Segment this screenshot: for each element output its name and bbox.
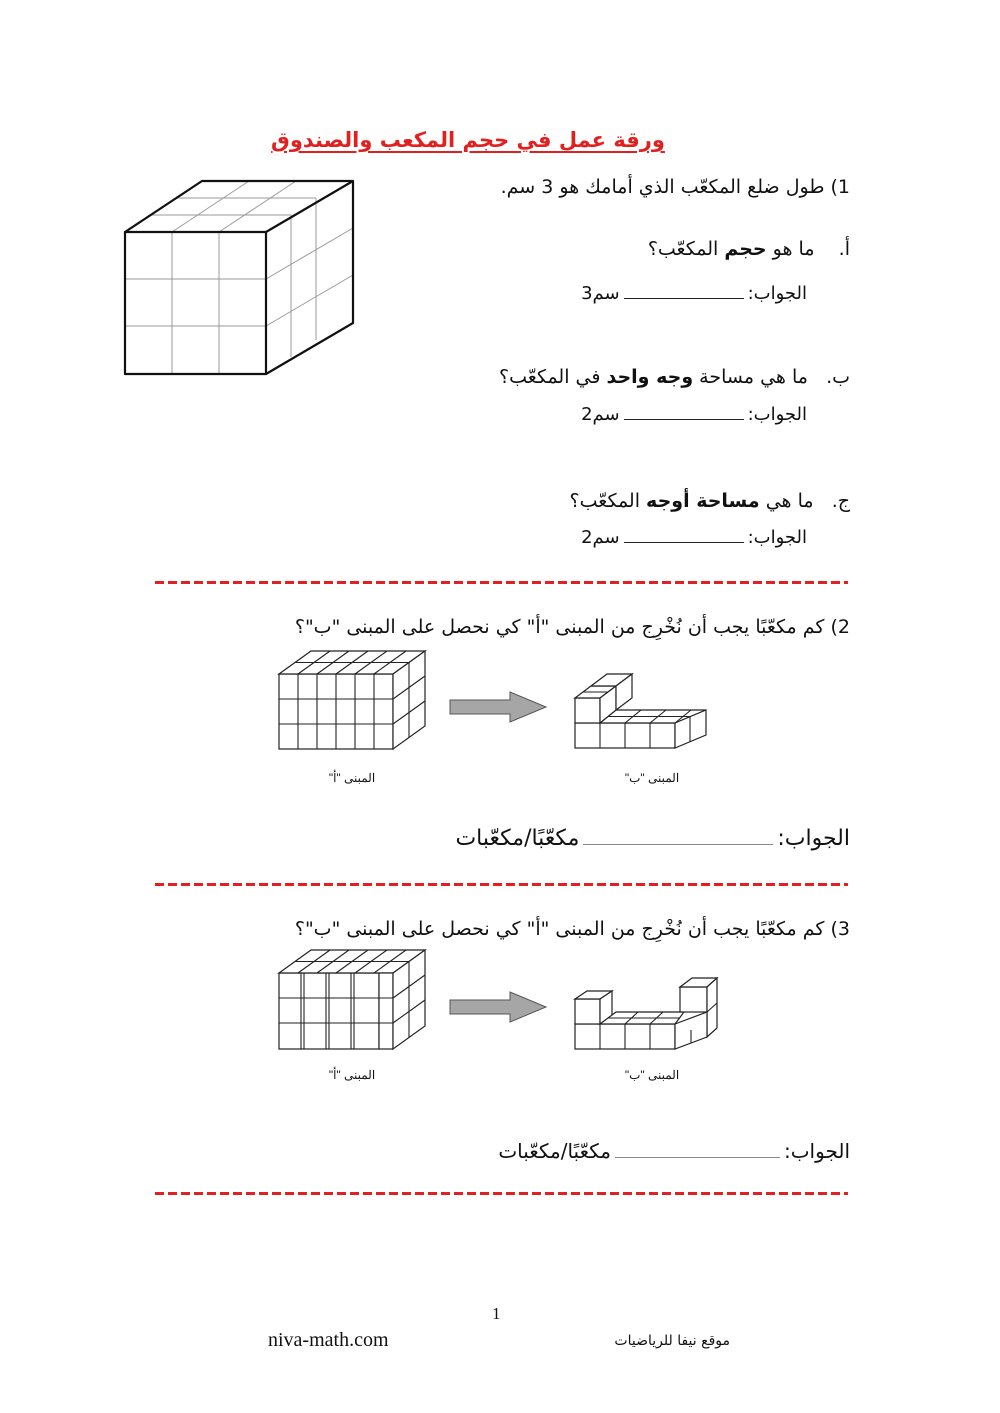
part-text: ما هي [759, 490, 814, 512]
answer-blank[interactable] [624, 282, 744, 299]
building-b-figure [572, 974, 722, 1054]
building-a-figure [276, 945, 431, 1055]
part-text: في المكعّب؟ [499, 366, 607, 388]
caption-building-a: المبنى "أ" [328, 1068, 376, 1082]
building-a-figure [276, 646, 431, 754]
caption-building-b: المبنى "ب" [624, 1068, 680, 1082]
question-1a [648, 238, 850, 260]
answer-1b [581, 403, 807, 425]
question-1b [499, 366, 850, 388]
caption-building-a: المبنى "أ" [328, 771, 376, 785]
answer-label: الجواب: [783, 1139, 850, 1163]
caption-building-b: المبنى "ب" [624, 771, 680, 785]
answer-2 [455, 826, 850, 851]
question-1-text: ) طول ضلع المكعّب الذي أمامك هو 3 سم. [500, 176, 838, 198]
answer-label: الجواب: [747, 404, 807, 425]
answer-label: الجواب: [747, 283, 807, 304]
answer-label: الجواب: [747, 527, 807, 548]
part-text: المكعّب؟ [647, 238, 725, 260]
question-2: 2) كم مكعّبًا يجب أن نُخْرِج من المبنى "أ" كي نحصل على المبنى "ب"؟ [294, 616, 850, 638]
section-divider [155, 581, 848, 584]
part-bold: وجه واحد [606, 366, 694, 388]
answer-label: الجواب: [777, 826, 850, 851]
arrow-icon [448, 690, 550, 724]
footer-website: niva-math.com [268, 1329, 389, 1351]
building-b-figure [572, 670, 722, 752]
arrow-icon [448, 990, 550, 1024]
part-bold: حجم [724, 238, 767, 260]
answer-3 [498, 1139, 850, 1163]
part-letter: ج. [831, 490, 850, 512]
answer-1a [581, 282, 807, 304]
answer-unit: مكعّبًا/مكعّبات [498, 1139, 611, 1163]
answer-blank[interactable] [615, 1141, 780, 1158]
page-title: ورقة عمل في حجم المكعب والصندوق [271, 128, 665, 152]
part-letter: ب. [826, 366, 850, 388]
page-number: 1 [492, 1304, 501, 1323]
section-divider [155, 1192, 848, 1195]
answer-unit: مكعّبًا/مكعّبات [455, 826, 580, 851]
answer-unit: سم2 [581, 404, 620, 425]
part-letter: أ. [838, 238, 850, 260]
part-text: ما هي مساحة [693, 366, 808, 388]
part-bold: مساحة أوجه [646, 490, 760, 512]
footer-site-name: موقع نيفا للرياضيات [614, 1333, 730, 1349]
question-3: 3) كم مكعّبًا يجب أن نُخْرِج من المبنى "أ" كي نحصل على المبنى "ب"؟ [294, 918, 850, 940]
answer-blank[interactable] [583, 828, 773, 845]
answer-blank[interactable] [624, 526, 744, 543]
question-1 [501, 176, 850, 198]
part-text: ما هو [766, 238, 815, 260]
answer-unit: سم3 [581, 283, 620, 304]
section-divider [155, 883, 848, 886]
answer-unit: سم2 [581, 527, 620, 548]
question-1-number: 1 [837, 176, 850, 198]
answer-blank[interactable] [624, 403, 744, 420]
question-1c [570, 490, 850, 512]
answer-1c [581, 526, 807, 548]
large-cube-figure [118, 176, 363, 381]
part-text: المكعّب؟ [569, 490, 647, 512]
